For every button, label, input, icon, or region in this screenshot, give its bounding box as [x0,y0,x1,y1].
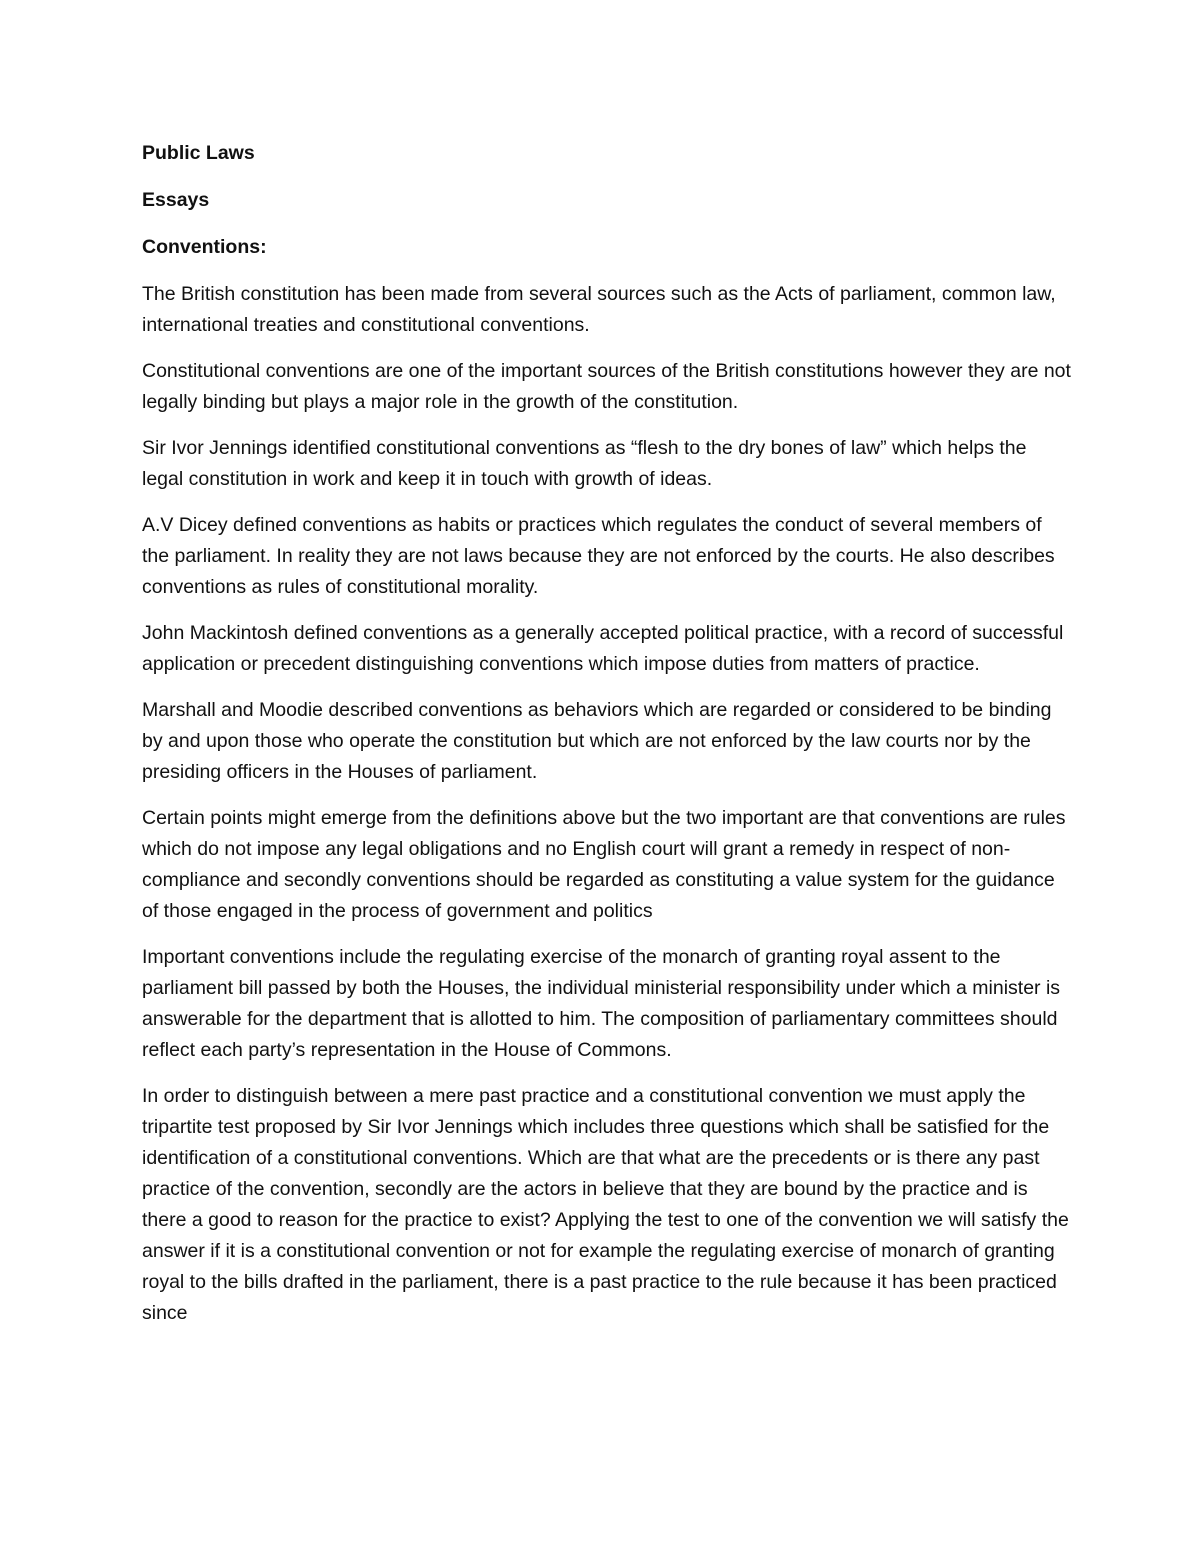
paragraph-7: Certain points might emerge from the definitions above but the two important are that conventions are rules which do not impose any legal obligations and no English court will grant a remedy in respect of non-compliance and secondly conventions should be regarded as constituting a value system for the guidance of those engaged in the process of government and politics [142,807,1066,922]
paragraph-4: A.V Dicey defined conventions as habits or practices which regulates the conduct of several members of the parliament. In reality they are not laws because they are not enforced by the courts. He also describes conventions as rules of constitutional morality. [142,514,1055,598]
paragraph-5: John Mackintosh defined conventions as a generally accepted political practice, with a record of successful application or precedent distinguishing conventions which impose duties from matters of practice. [142,622,1064,675]
paragraph-2: Constitutional conventions are one of the important sources of the British constitutions however they are not legally binding but plays a major role in the growth of the constitution. [142,360,1071,413]
paragraph-8: Important conventions include the regulating exercise of the monarch of granting royal assent to the parliament bill passed by both the Houses, the individual ministerial responsibility under which a minister is answerable for the department that is allotted to him. The composition of parliamentary committees should reflect each party’s representation in the House of Commons. [142,946,1061,1061]
paragraph-1: The British constitution has been made from several sources such as the Acts of parliament, common law, international treaties and constitutional conventions. [142,283,1056,336]
paragraph-3: Sir Ivor Jennings identified constitutional conventions as “flesh to the dry bones of law” which helps the legal constitution in work and keep it in touch with growth of ideas. [142,437,1027,490]
document-body [142,138,1072,1344]
heading-public-laws: Public Laws [142,142,255,164]
heading-essays: Essays [142,189,210,211]
paragraph-6: Marshall and Moodie described conventions as behaviors which are regarded or considered to be binding by and upon those who operate the constitution but which are not enforced by the law courts nor by the presiding officers in the Houses of parliament. [142,699,1052,783]
heading-conventions: Conventions: [142,236,267,258]
paragraph-9: In order to distinguish between a mere past practice and a constitutional convention we must apply the tripartite test proposed by Sir Ivor Jennings which includes three questions which shall be satisfied for the identification of a constitutional conventions. Which are that what are the precedents or is there any past practice of the convention, secondly are the actors in believe that they are bound by the practice and is there a good to reason for the practice to exist? Applying the test to one of the convention we will satisfy the answer if it is a constitutional convention or not for example the regulating exercise of monarch of granting royal to the bills drafted in the parliament, there is a past practice to the rule because it has been practiced since [142,1085,1069,1324]
